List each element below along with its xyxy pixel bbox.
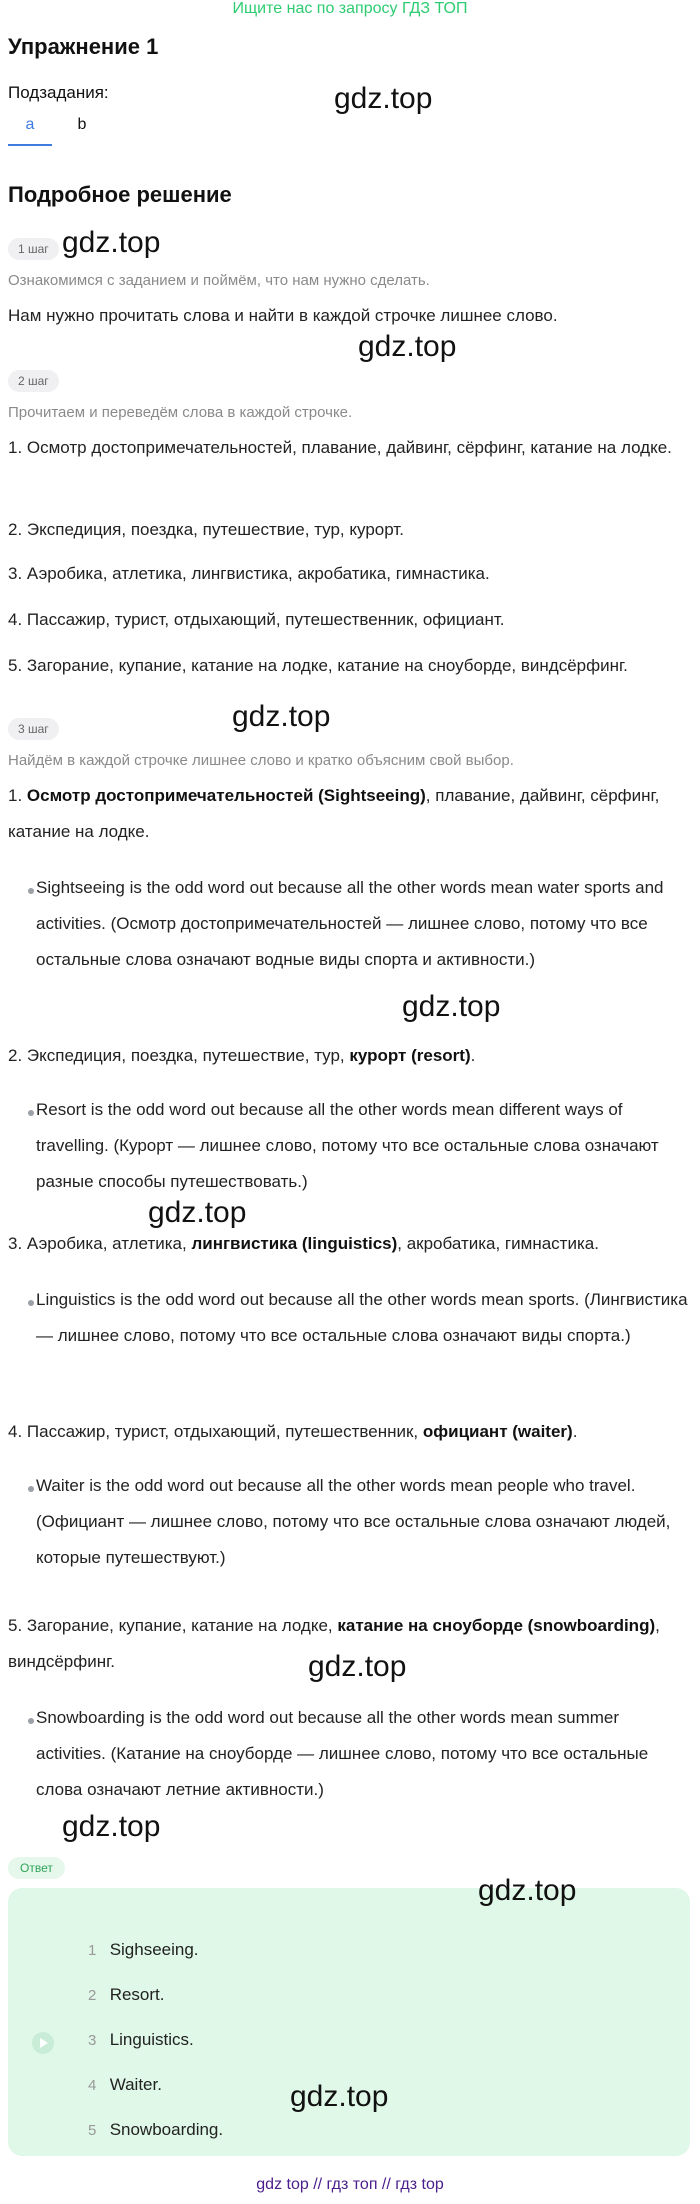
step-3-item-4: 4. Пассажир, турист, отдыхающий, путешественник, официант (waiter). <box>8 1422 578 1441</box>
step-3-item-2: 2. Экспедиция, поездка, путешествие, тур, курорт (resort). <box>8 1046 476 1065</box>
step-2-line-4: 4. Пассажир, турист, отдыхающий, путешественник, официант. <box>8 610 505 629</box>
footer-links[interactable]: gdz top // гдз топ // гдз top <box>256 2176 444 2193</box>
answer-item-1: 1 Sighseeing. <box>88 1940 199 1959</box>
step-3-explanation-5: Snowboarding is the odd word out because all the other words mean summer activities. (Катание на сноуборде — лишнее слово, потому что все остальные слова означают летние активности.) <box>36 1708 649 1799</box>
step-2-line-1: 1. Осмотр достопримечательностей, плавание, дайвинг, сёрфинг, катание на лодке. <box>8 438 672 457</box>
answer-item-3: 3 Linguistics. <box>88 2030 194 2049</box>
step-3-explanation-4: Waiter is the odd word out because all the other words mean people who travel. (Официант — лишнее слово, потому что все остальные слова означают людей, которые путешествуют.) <box>36 1476 671 1567</box>
watermark: gdz.top <box>62 1810 161 1843</box>
bullet-dot <box>28 1486 34 1492</box>
step-2-line-3: 3. Аэробика, атлетика, лингвистика, акробатика, гимнастика. <box>8 564 490 583</box>
promo-banner[interactable]: Ищите нас по запросу ГДЗ ТОП <box>232 0 468 17</box>
answer-box <box>8 1888 690 2156</box>
step-3-item-5: 5. Загорание, купание, катание на лодке, катание на сноуборде (snowboarding), виндсёрфинг. <box>8 1616 660 1671</box>
step-3-explanation-2: Resort is the odd word out because all the other words mean different ways of travelling. (Курорт — лишнее слово, потому что все остальные слова означают разные способы путешествовать.) <box>36 1100 659 1191</box>
step-2-line-5: 5. Загорание, купание, катание на лодке, катание на сноуборде, виндсёрфинг. <box>8 656 628 675</box>
step-2-hint: Прочитаем и переведём слова в каждой строчке. <box>8 404 353 421</box>
step-3-hint: Найдём в каждой строчке лишнее слово и кратко объясним свой выбор. <box>8 752 514 769</box>
step-3-badge: 3 шаг <box>8 718 59 740</box>
step-2-badge: 2 шаг <box>8 370 59 392</box>
watermark: gdz.top <box>232 700 331 733</box>
step-3-explanation-3: Linguistics is the odd word out because all the other words mean sports. (Лингвистика — лишнее слово, потому что все остальные слова означают виды спорта.) <box>36 1290 688 1345</box>
answer-item-5: 5 Snowboarding. <box>88 2120 224 2139</box>
tab-b[interactable]: b <box>77 116 87 133</box>
watermark: gdz.top <box>148 1196 247 1229</box>
watermark: gdz.top <box>308 1650 407 1683</box>
answer-item-4: 4 Waiter. <box>88 2075 162 2094</box>
answer-badge: Ответ <box>8 1857 65 1879</box>
step-2-line-2: 2. Экспедиция, поездка, путешествие, тур, курорт. <box>8 520 404 539</box>
watermark: gdz.top <box>358 330 457 363</box>
step-1-hint: Ознакомимся с заданием и поймём, что нам нужно сделать. <box>8 272 430 289</box>
step-3-item-1: 1. Осмотр достопримечательностей (Sightseeing), плавание, дайвинг, сёрфинг, катание на лодке. <box>8 786 660 841</box>
answer-item-2: 2 Resort. <box>88 1985 165 2004</box>
exercise-title: Упражнение 1 <box>8 34 159 59</box>
step-3-item-3: 3. Аэробика, атлетика, лингвистика (linguistics), акробатика, гимнастика. <box>8 1234 599 1253</box>
step-3-explanation-1: Sightseeing is the odd word out because all the other words mean water sports and activities. (Осмотр достопримечательностей — лишнее слово, потому что все остальные слова означают водные виды спорта и активности.) <box>36 878 664 969</box>
step-1-badge: 1 шаг <box>8 238 59 260</box>
section-title: Подробное решение <box>8 182 232 207</box>
subtasks-label: Подзадания: <box>8 83 109 102</box>
watermark: gdz.top <box>402 990 501 1023</box>
tab-a[interactable]: a <box>8 114 52 146</box>
watermark: gdz.top <box>478 1874 577 1907</box>
step-1-text: Нам нужно прочитать слова и найти в каждой строчке лишнее слово. <box>8 306 558 325</box>
watermark: gdz.top <box>334 82 433 115</box>
play-icon[interactable] <box>32 2032 54 2054</box>
bullet-dot <box>28 1718 34 1724</box>
watermark: gdz.top <box>290 2080 389 2113</box>
bullet-dot <box>28 1110 34 1116</box>
watermark: gdz.top <box>62 226 161 259</box>
bullet-dot <box>28 1300 34 1306</box>
bullet-dot <box>28 888 34 894</box>
